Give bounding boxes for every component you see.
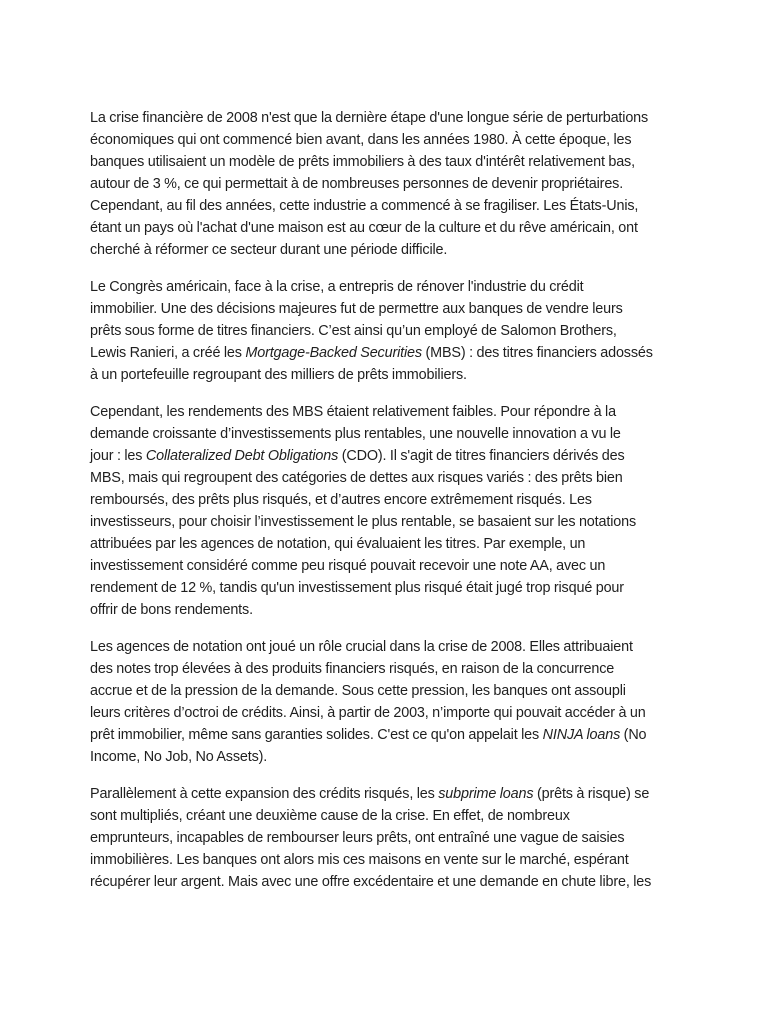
text-segment: La crise financière de 2008 n'est que la dernière étape d'une longue série de perturbations <box>90 110 649 126</box>
text-segment: Le Congrès américain, face à la crise, a entrepris de rénover l'industrie du crédit <box>90 279 584 295</box>
text-segment: immobilières. Les banques ont alors mis ces maisons en vente sur le marché, espérant <box>90 852 629 868</box>
text-line <box>90 577 680 599</box>
text-segment: (MBS) : des titres financiers adossés <box>421 345 653 361</box>
text-line <box>90 849 680 871</box>
text-line <box>90 195 680 217</box>
text-line <box>90 107 680 129</box>
text-segment: récupérer leur argent. Mais avec une offre excédentaire et une demande en chute libre, les <box>90 874 652 890</box>
text-segment: des notes trop élevées à des produits financiers risqués, en raison de la concurrence <box>90 661 615 677</box>
text-line <box>90 511 680 533</box>
text-line <box>90 827 680 849</box>
text-segment: Cependant, au fil des années, cette industrie a commencé à se fragiliser. Les États-Unis, <box>90 198 639 214</box>
paragraph-2 <box>90 276 680 386</box>
text-segment: prêt immobilier, même sans garanties solides. C'est ce qu'on appelait les <box>90 727 543 743</box>
text-segment: demande croissante d’investissements plus rentables, une nouvelle innovation a vu le <box>90 426 621 442</box>
text-segment: (prêts à risque) se <box>533 786 650 802</box>
text-segment: prêts sous forme de titres financiers. C’est ainsi qu’un employé de Salomon Brothers, <box>90 323 617 339</box>
text-segment: immobilier. Une des décisions majeures fut de permettre aux banques de vendre leurs <box>90 301 623 317</box>
text-line <box>90 658 680 680</box>
text-segment: attribuées par les agences de notation, qui évaluaient les titres. Par exemple, un <box>90 536 586 552</box>
text-segment: étant un pays où l'achat d'une maison est au cœur de la culture et du rêve américain, ont <box>90 220 638 236</box>
text-segment: Lewis Ranieri, a créé les <box>90 345 246 361</box>
text-segment: Cependant, les rendements des MBS étaient relativement faibles. Pour répondre à la <box>90 404 616 420</box>
paragraph-3 <box>90 401 680 621</box>
text-line <box>90 636 680 658</box>
text-line <box>90 342 680 364</box>
text-segment: autour de 3 %, ce qui permettait à de nombreuses personnes de devenir propriétaires. <box>90 176 624 192</box>
text-segment: leurs critères d’octroi de crédits. Ainsi, à partir de 2003, n’importe qui pouvait accéder à un <box>90 705 646 721</box>
text-segment: jour : les <box>90 448 146 464</box>
text-segment: accrue et de la pression de la demande. Sous cette pression, les banques ont assoupli <box>90 683 626 699</box>
text-line <box>90 805 680 827</box>
text-segment: offrir de bons rendements. <box>90 602 253 618</box>
paragraph-1 <box>90 107 680 261</box>
text-line <box>90 702 680 724</box>
text-segment: emprunteurs, incapables de rembourser leurs prêts, ont entraîné une vague de saisies <box>90 830 625 846</box>
italic-term: subprime loans <box>438 786 534 802</box>
text-segment: Parallèlement à cette expansion des crédits risqués, les <box>90 786 439 802</box>
text-line <box>90 746 680 768</box>
text-line <box>90 555 680 577</box>
text-line <box>90 401 680 423</box>
text-line <box>90 533 680 555</box>
text-segment: (CDO). Il s'agit de titres financiers dérivés des <box>338 448 625 464</box>
text-segment: banques utilisaient un modèle de prêts immobiliers à des taux d'intérêt relativement bas, <box>90 154 635 170</box>
text-segment: investissement considéré comme peu risqué pouvait recevoir une note AA, avec un <box>90 558 606 574</box>
text-segment: (No <box>620 727 647 743</box>
text-line <box>90 871 680 893</box>
text-line <box>90 129 680 151</box>
italic-term: Mortgage-Backed Securities <box>245 345 422 361</box>
text-segment: économiques qui ont commencé bien avant, dans les années 1980. À cette époque, les <box>90 132 632 148</box>
italic-term: NINJA loans <box>542 727 621 743</box>
text-line <box>90 298 680 320</box>
text-line <box>90 151 680 173</box>
text-line <box>90 599 680 621</box>
italic-term: Collateralized Debt Obligations <box>145 448 339 464</box>
text-line <box>90 489 680 511</box>
text-segment: Les agences de notation ont joué un rôle crucial dans la crise de 2008. Elles attribuaient <box>90 639 633 655</box>
text-segment: sont multipliés, créant une deuxième cause de la crise. En effet, de nombreux <box>90 808 570 824</box>
text-line <box>90 445 680 467</box>
text-line <box>90 783 680 805</box>
text-line <box>90 423 680 445</box>
text-segment: cherché à réformer ce secteur durant une période difficile. <box>90 242 448 258</box>
paragraph-4 <box>90 636 680 768</box>
text-segment: remboursés, des prêts plus risqués, et d’autres encore extrêmement risqués. Les <box>90 492 592 508</box>
text-line <box>90 173 680 195</box>
paragraph-5 <box>90 783 680 893</box>
text-line <box>90 724 680 746</box>
text-line <box>90 217 680 239</box>
text-segment: à un portefeuille regroupant des milliers de prêts immobiliers. <box>90 367 467 383</box>
text-segment: Income, No Job, No Assets). <box>90 749 268 765</box>
text-line <box>90 276 680 298</box>
text-line <box>90 239 680 261</box>
document-body <box>90 107 680 908</box>
text-line <box>90 680 680 702</box>
text-segment: investisseurs, pour choisir l’investissement le plus rentable, se basaient sur les notations <box>90 514 637 530</box>
text-line <box>90 320 680 342</box>
text-line <box>90 467 680 489</box>
text-segment: rendement de 12 %, tandis qu'un investissement plus risqué était jugé trop risqué pour <box>90 580 624 596</box>
text-line <box>90 364 680 386</box>
text-segment: MBS, mais qui regroupent des catégories de dettes aux risques variés : des prêts bien <box>90 470 623 486</box>
